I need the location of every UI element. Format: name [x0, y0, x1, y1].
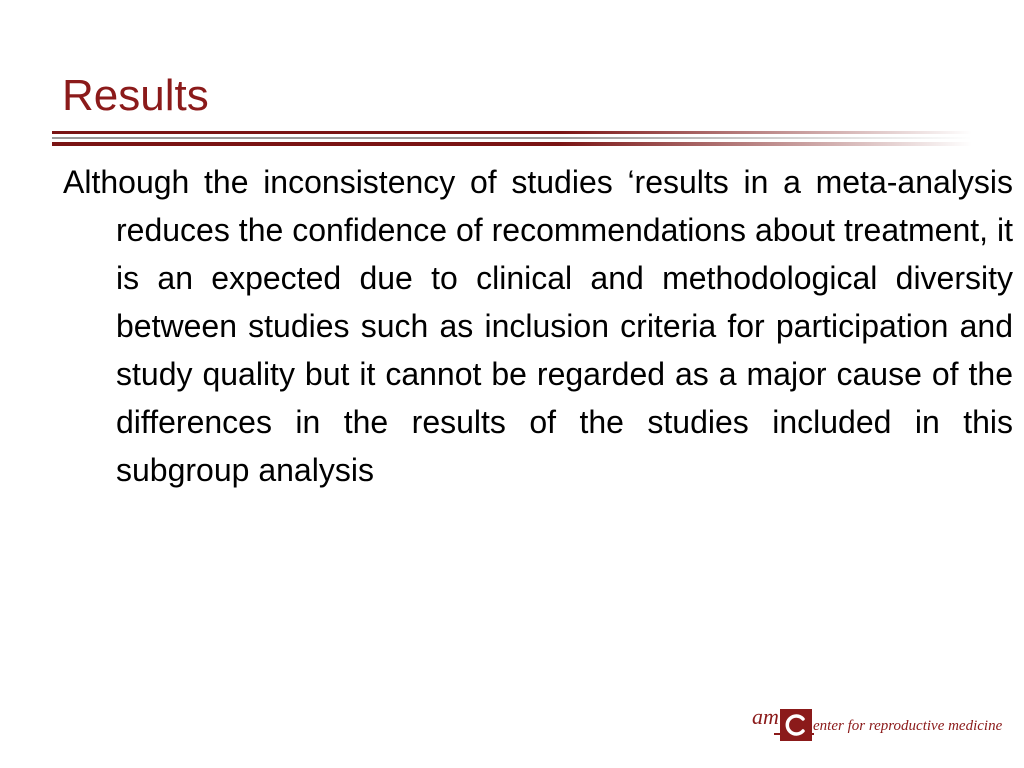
title-divider [52, 131, 972, 151]
divider-line-middle [52, 137, 972, 139]
divider-line-top [52, 131, 972, 134]
slide-body-text: Although the inconsistency of studies ‘results in a meta-analysis reduces the confidence of recommendations about treatment, it is an expected due to clinical and methodological diversity between studies such as inclusion criteria for participation and study quality but it cannot be regarded as a major cause of the differences in the results of the studies included in this subgroup analysis [63, 164, 1013, 488]
logo-prefix: am [752, 704, 779, 729]
logo-text: enter for reproductive medicine [813, 718, 1003, 734]
amc-logo [752, 704, 1003, 745]
c-emblem-icon [780, 709, 812, 741]
divider-line-bottom [52, 142, 972, 146]
slide-title: Results [62, 71, 209, 120]
